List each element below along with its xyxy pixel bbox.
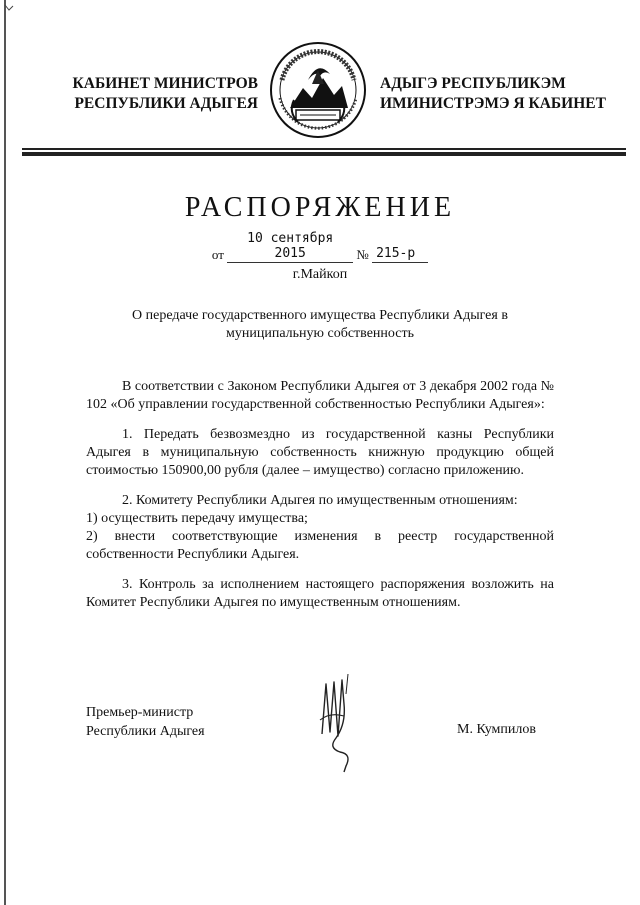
body-item-1: 1. Передать безвозмездно из государственной казны Республики Адыгея в муниципальную собственность книжную продукцию общей стоимостью 150900,00 рубля (далее – имущество) согласно приложению. bbox=[86, 427, 554, 478]
header-right bbox=[380, 74, 610, 114]
document-date: 10 сентября 2015 bbox=[227, 231, 353, 263]
header-right-line1: АДЫГЭ РЕСПУБЛИКЭМ bbox=[380, 75, 566, 92]
body-intro: В соответствии с Законом Республики Адыгея от 3 декабря 2002 года № 102 «Об управлении государственной собственностью Республики Адыгея»: bbox=[86, 379, 554, 412]
handwritten-signature-icon bbox=[300, 664, 380, 774]
header-left-line1: КАБИНЕТ МИНИСТРОВ bbox=[72, 75, 258, 92]
number-prefix: № bbox=[356, 247, 369, 262]
position-line1: Премьер-министр bbox=[86, 705, 194, 720]
header-rule-thin bbox=[22, 148, 626, 150]
scan-mark-icon bbox=[4, 4, 14, 12]
document-title: РАСПОРЯЖЕНИЕ bbox=[184, 192, 456, 223]
header-left-line2: РЕСПУБЛИКИ АДЫГЕЯ bbox=[74, 95, 258, 112]
body-item-2-2: 2) внести соответствующие изменения в реестр государственной собственности Республики Адыгея. bbox=[86, 529, 554, 562]
position-line2: Республики Адыгея bbox=[86, 724, 205, 739]
document-subject bbox=[100, 307, 540, 343]
header-left bbox=[58, 74, 258, 114]
date-number-line bbox=[0, 231, 640, 263]
subject-line2: муниципальную собственность bbox=[226, 326, 414, 341]
body-item-2-1: 1) осуществить передачу имущества; bbox=[86, 511, 308, 526]
document-city: г.Майкоп bbox=[292, 267, 348, 282]
subject-line1: О передаче государственного имущества Республики Адыгея в bbox=[132, 308, 508, 323]
header-rule-thick bbox=[22, 152, 626, 156]
scan-edge bbox=[4, 0, 6, 905]
body-item-2: 2. Комитету Республики Адыгея по имущественным отношениям: bbox=[122, 493, 518, 508]
signatory-name: М. Кумпилов bbox=[457, 722, 536, 737]
document-number: 215-р bbox=[372, 246, 428, 263]
header-right-line2: ИМИНИСТРЭМЭ Я КАБИНЕТ bbox=[380, 95, 606, 112]
body-item-3: 3. Контроль за исполнением настоящего распоряжения возложить на Комитет Республики Адыгея по имущественным отношениям. bbox=[86, 577, 554, 610]
signatory-position bbox=[86, 703, 205, 741]
coat-of-arms-icon bbox=[268, 40, 368, 140]
date-prefix: от bbox=[211, 247, 224, 262]
document-body bbox=[86, 378, 554, 612]
